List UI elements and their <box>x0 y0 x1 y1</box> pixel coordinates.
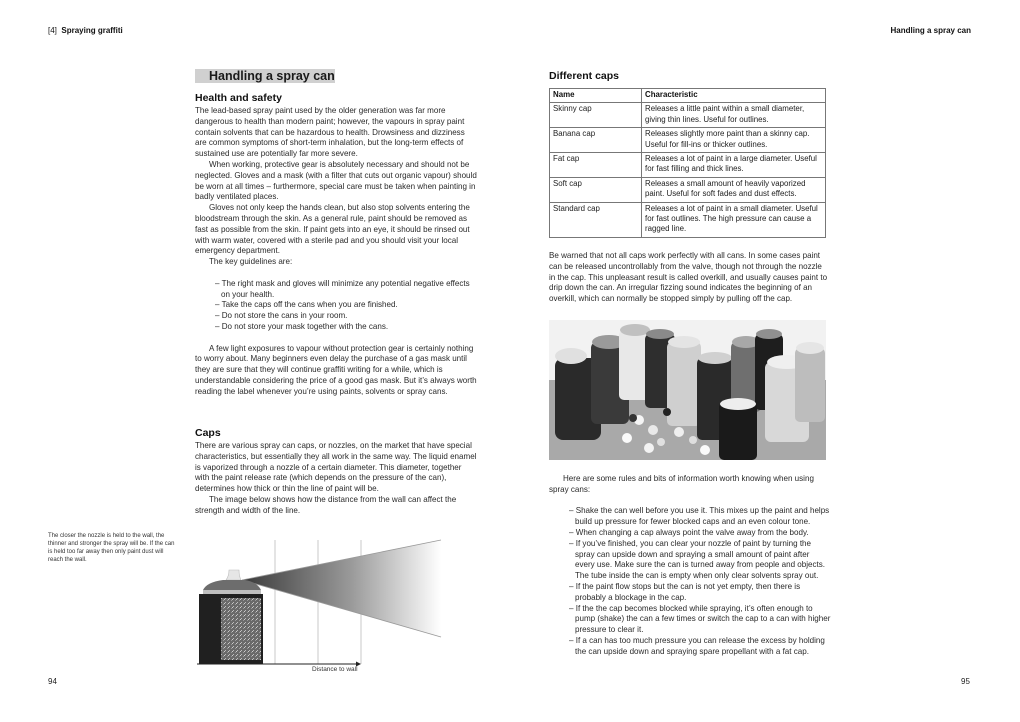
table-row <box>550 128 826 153</box>
caps-table-heading: Different caps <box>549 70 620 82</box>
caps-paragraph: There are various spray can caps, or nozzles, on the market that have special characteristics, but essentially they all work in the same way. The liquid enamel is vaporized through a nozzle of a certain diameter. This diameter, together with the paint release rate (which depends on the pressure of the can), determines how thick or thin the line of paint will be. <box>195 441 477 494</box>
rules-list <box>549 506 831 657</box>
cap-characteristic: Releases a lot of paint in a large diameter. Useful for fast filling and thick lines. <box>642 153 826 178</box>
spray-cans-photo <box>549 320 826 460</box>
guidelines-list <box>195 279 477 333</box>
guideline-item: – Do not store your mask together with the cans. <box>215 322 477 333</box>
health-section <box>195 106 477 398</box>
can <box>795 342 825 422</box>
caps-table <box>549 88 826 238</box>
table-row <box>550 177 826 202</box>
spray-distance-diagram <box>193 530 453 680</box>
rule-item: – If the the cap becomes blocked while spraying, it’s often enough to pump (shake) the can a few times or switch the cap to a can with higher pressure to clear it. <box>569 604 831 636</box>
rule-item: – If you’ve finished, you can clear your nozzle of paint by turning the spray can upside down and spraying a small amount of paint after every use. Make sure the can is turned away from people and objects. The tube inside the can is empty when only clear solvents spray out. <box>569 539 831 582</box>
rule-item: – Shake the can well before you use it. This mixes up the paint and helps build up pressure for fewer blocked caps and an even colour tone. <box>569 506 831 528</box>
column-header: Characteristic <box>642 89 826 103</box>
spray-can-icon <box>199 570 263 664</box>
cap-characteristic: Releases slightly more paint than a skinny cap. Useful for fill-ins or thicker outlines. <box>642 128 826 153</box>
cap-characteristic: Releases a small amount of heavily vaporized paint. Useful for soft fades and dust effects. <box>642 177 826 202</box>
table-row <box>550 153 826 178</box>
table-row <box>550 202 826 237</box>
cap-characteristic: Releases a lot of paint in a small diameter. Useful for fast outlines. The high pressure can cause a ragged line. <box>642 202 826 237</box>
right-running-head: Handling a spray can <box>890 26 971 35</box>
caps-paragraph: The image below shows how the distance from the wall can affect the strength and width of the line. <box>195 494 457 515</box>
health-paragraph: The lead-based spray paint used by the older generation was far more dangerous to health than modern paint; however, the vapours in spray paint contain solvents that can be hazardous to health. Drowsiness and dizziness are common symptoms of short-term inhalation, but the long-term effects of sustained use are potentially far more severe. <box>195 106 465 159</box>
health-paragraph: When working, protective gear is absolutely necessary and should not be neglected. Gloves and a mask (with a filter that cuts out organic vapour) should be worn at all times – furthermore, special care must be taken when painting in badly ventilated places. <box>195 159 477 202</box>
section-title: Handling a spray can <box>195 69 335 83</box>
overkill-warning: Be warned that not all caps work perfectly with all cans. In some cases paint can be released uncontrollably from the valve, though not through the nozzle in the cap. This unpleasant result is called overkill, and usually causes paint to drip down the can. An irregular fizzing sound indicates the beginning of an overkill, which can normally be stopped simply by pulling off the cap. <box>549 251 828 304</box>
cap-name: Banana cap <box>550 128 642 153</box>
diagram-axis-label: Distance to wall <box>312 666 358 673</box>
spray-cans-illustration <box>549 320 826 460</box>
rule-item: – If the paint flow stops but the can is not yet empty, then there is probably a blockage in the cap. <box>569 582 831 604</box>
page-number-left: 94 <box>48 677 57 686</box>
guideline-item: – The right mask and gloves will minimize any potential negative effects on your health. <box>215 279 477 301</box>
column-header: Name <box>550 89 642 103</box>
guideline-item: – Take the caps off the cans when you are finished. <box>215 300 477 311</box>
cap-name: Skinny cap <box>550 103 642 128</box>
table-row <box>550 103 826 128</box>
rules-section <box>549 474 831 668</box>
page-number-right: 95 <box>961 677 970 686</box>
chapter-title: Spraying graffiti <box>61 26 123 35</box>
can <box>667 336 701 426</box>
can <box>719 398 757 460</box>
health-paragraph: Gloves not only keep the hands clean, but also stop solvents entering the bloodstream through the skin. As a general rule, paint should be removed as fast as possible from the skin. If paint gets into an eye, it should be rinsed out with warm water, covered with a sterile pad and you should visit your local emergency department. <box>195 203 470 256</box>
table-header-row <box>550 89 826 103</box>
health-heading: Health and safety <box>195 92 282 104</box>
cap-name: Soft cap <box>550 177 642 202</box>
cap-characteristic: Releases a little paint within a small diameter, giving thin lines. Useful for outlines. <box>642 103 826 128</box>
guideline-item: – Do not store the cans in your room. <box>215 311 477 322</box>
health-closing: A few light exposures to vapour without protection gear is certainly nothing to worry about. Many beginners even delay the purchase of a gas mask until they are sure that they will continue graffiti writing for a while, which is understandable considering the price of a good gas mask. But it’s always worth reading the label whenever you’re using paints, solvents or spray cans. <box>195 343 477 396</box>
rule-item: – If a can has too much pressure you can release the excess by holding the can upside down and spraying spare propellant with a fat cap. <box>569 636 831 658</box>
rule-item: – When changing a cap always point the valve away from the body. <box>569 528 831 539</box>
caps-section <box>195 441 477 517</box>
left-running-head <box>48 26 123 35</box>
caps-heading: Caps <box>195 427 221 439</box>
cap-name: Standard cap <box>550 202 642 237</box>
rules-intro: Here are some rules and bits of information worth knowing when using spray cans: <box>549 474 814 494</box>
chapter-number: [4] <box>48 26 57 35</box>
cap-name: Fat cap <box>550 153 642 178</box>
margin-caption: The closer the nozzle is held to the wall, the thinner and stronger the spray will be. If the can is held too far away then only paint dust will reach the wall. <box>48 533 175 563</box>
guidelines-intro: The key guidelines are: <box>209 257 293 267</box>
